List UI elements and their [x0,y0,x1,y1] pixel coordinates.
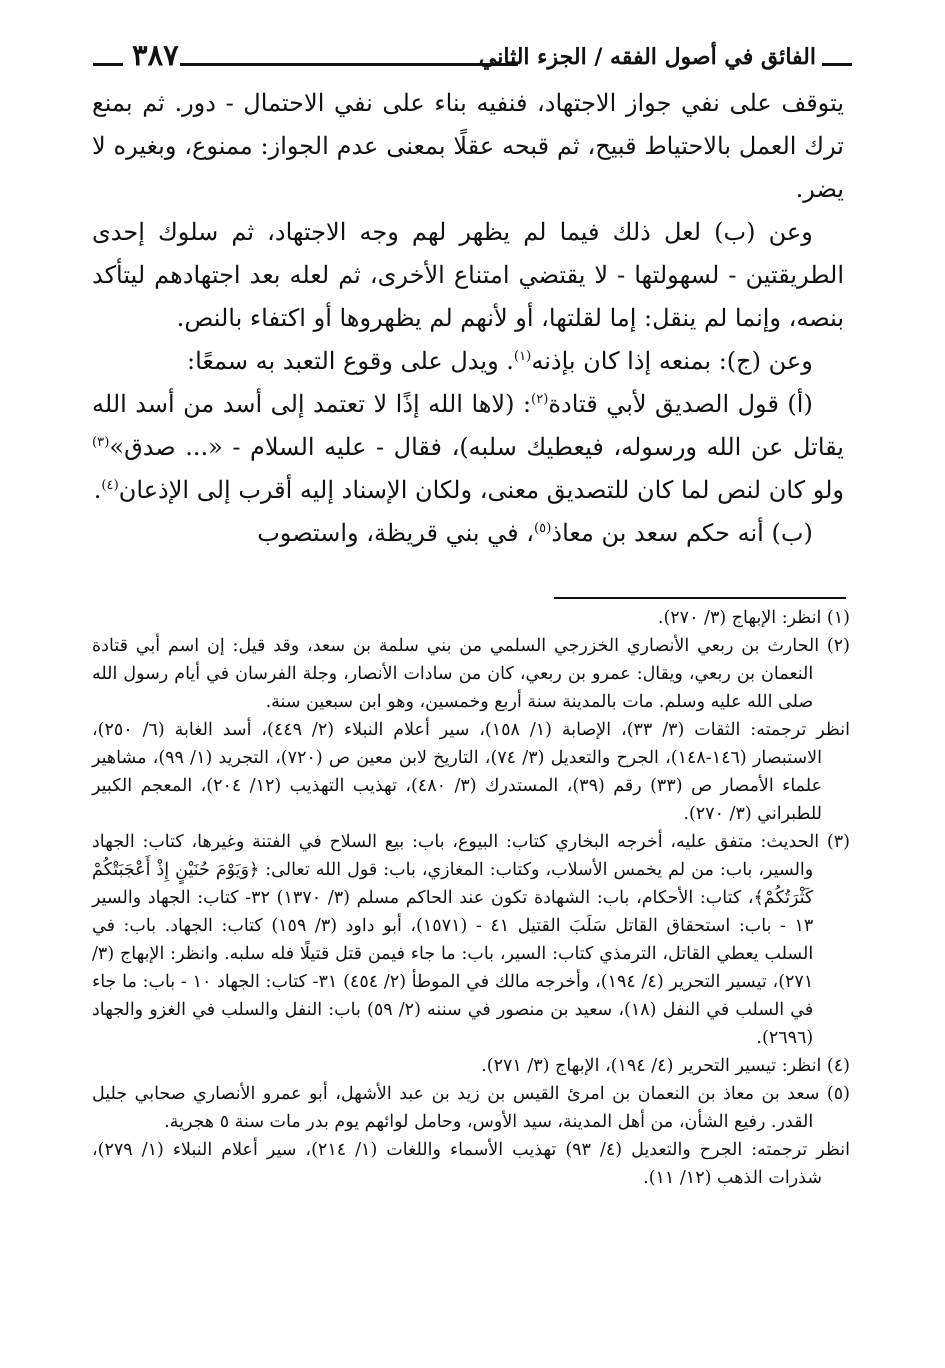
paragraph-3-text: وعن (ج): بمنعه إذا كان بإذنه [531,347,813,375]
paragraph-5-text-end: ، في بني قريظة، واستصوب [257,519,534,547]
paragraph-1: يتوقف على نفي جواز الاجتهاد، فنفيه بناء على نفي الاحتمال - دور. ثم بمنع ترك العمل بالاحتياط قبيح، ثم قبحه عقلًا بمعنى عدم الجواز: ممنوع، وبغيره لا يضر. [92,89,844,203]
footnote-ref-1[interactable]: (١) [513,349,532,364]
header-rule-left [93,63,123,66]
footnote-separator [554,597,846,599]
paragraph-2: وعن (ب) لعل ذلك فيما لم يظهر لهم وجه الاجتهاد، ثم سلوك إحدى الطريقتين - لسهولتها - لا يقتضي امتناع الأخرى، ثم لعله بعد اجتهادهم ليتأكد بنصه، وإنما لم ينقل: إما لقلتها، أو لأنهم لم يظهروها أو اكتفاء بالنص. [92,218,844,332]
main-text [92,82,844,555]
paragraph-4-text-end: . [93,476,102,504]
paragraph-5 [92,512,844,555]
footnote-3: (٣) الحديث: متفق عليه، أخرجه البخاري كتاب: البيوع، باب: بيع السلاح في الفتنة وغيرها، كتاب: الجهاد والسير، باب: من لم يخمس الأسلاب، وكتاب: المغازي، باب: قول الله تعالى: ﴿وَيَوْمَ حُنَيْنٍ إِذْ أَعْجَبَتْكُمْ كَثْرَتُكُمْ﴾، كتاب: الأحكام، باب: الشهادة تكون عند الحاكم مسلم (٣/ ١٣٧٠) ٣٢- كتاب: الجهاد والسير ١٣ - باب: استحقاق القاتل سَلَبَ القتيل ٤١ - (١٥٧١)، أبو داود (٣/ ١٥٩) كتاب: الجهاد. باب: في السلب يعطي القاتل، الترمذي كتاب: السير، باب: ما جاء فيمن قتل قتيلًا فله سلبه. وانظر: الإبهاج (٣/ ٢٧١)، تيسير التحرير (٤/ ١٩٤)، وأخرجه مالك في الموطأ (٢/ ٤٥٤) ٣١- كتاب: الجهاد ١٠ - باب: ما جاء في السلب في النفل (١٨)، سعيد بن منصور في سننه (٢/ ٥٩) باب: النفل والسلب في الغزو والجهاد (٢٦٩٦). [92,832,850,1048]
running-header-title: الفائق في أصول الفقه / الجزء الثاني [478,44,816,70]
page-number: ٣٨٧ [132,38,179,72]
footnote-2-references: انظر ترجمته: الثقات (٣/ ٣٣)، الإصابة (١/ ١٥٨)، سير أعلام النبلاء (٢/ ٤٤٩)، أسد الغابة (٦/ ٢٥٠)، الاستبصار (١٤٦-١٤٨)، الجرح والتعديل (٣/ ٧٤)، التاريخ لابن معين ص (٧٢٠)، التجريد (١/ ٩٩)، مشاهير علماء الأمصار ص (٣٣) رقم (٣٩)، المستدرك (٣/ ٤٨٠)، تهذيب التهذيب (١٢/ ٢٠٤)، المعجم الكبير للطبراني (٣/ ٢٧٠). [92,720,850,824]
footnote-2: (٢) الحارث بن ربعي الأنصاري الخزرجي السلمي من بني سلمة بن سعد، وقد قيل: إن اسم أبي قتادة النعمان بن ربعي، ويقال: عمرو بن ربعي، كان من سادات الأنصار، وجلة الفرسان في أيام رسول الله صلى الله عليه وسلم. مات بالمدينة سنة أربع وخمسين، وهو ابن سبعين سنة. [92,636,850,712]
footnote-ref-5[interactable]: (٥) [533,521,552,536]
footnote-5-references: انظر ترجمته: الجرح والتعديل (٤/ ٩٣) تهذيب الأسماء واللغات (١/ ٢١٤)، سير أعلام النبلاء (١/ ٢٧٩)، شذرات الذهب (١٢/ ١١). [92,1140,850,1188]
footnotes [92,604,850,1192]
paragraph-4-quote: : (لاها الله إذًا لا تعتمد إلى أسد من أسد الله يقاتل عن الله ورسوله، فيعطيك سلبه)، فقال - عليه السلام - «... صدق» [92,390,844,461]
footnote-ref-2[interactable]: (٢) [531,392,549,407]
footnote-1: (١) انظر: الإبهاج (٣/ ٢٧٠). [657,608,850,628]
footnote-5: (٥) سعد بن معاذ بن النعمان بن امرئ القيس بن زيد بن عبد الأشهل، أبو عمرو الأنصاري صحابي جليل القدر. رفيع الشأن، من أهل المدينة، سيد الأوس، وحامل لوائهم يوم بدر مات سنة ٥ هجرية. [92,1084,850,1132]
paragraph-3-text-end: . ويدل على وقوع التعبد به سمعًا: [187,347,514,375]
paragraph-3 [92,340,844,383]
header-rule-right [822,63,852,66]
paragraph-4 [92,383,844,512]
footnote-ref-3[interactable]: (٣) [92,435,110,450]
paragraph-5-text: (ب) أنه حكم سعد بن معاذ [551,519,813,547]
paragraph-4-text-cont: ولو كان لنص لما كان للتصديق معنى، ولكان الإسناد إليه أقرب إلى الإذعان [118,476,844,504]
header-rule [180,63,518,66]
paragraph-4-text: (أ) قول الصديق لأبي قتادة [548,390,813,418]
footnote-4: (٤) انظر: تيسير التحرير (٤/ ١٩٤)، الإبهاج (٣/ ٢٧١). [481,1056,850,1076]
footnote-ref-4[interactable]: (٤) [101,478,119,493]
